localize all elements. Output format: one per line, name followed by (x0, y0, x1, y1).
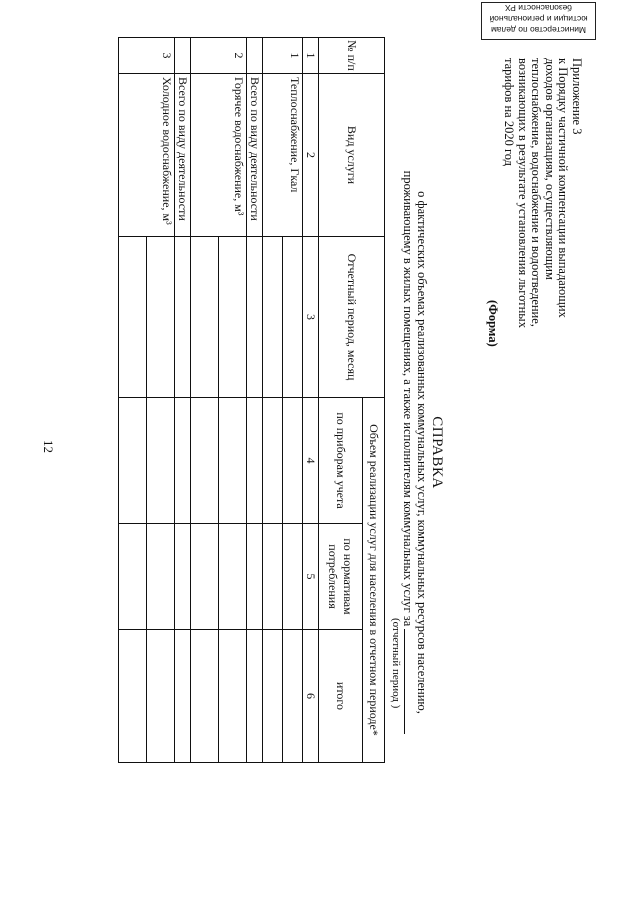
table-cell (147, 524, 175, 630)
col-number: 2 (303, 74, 319, 237)
table-cell (175, 524, 191, 630)
header-meter: по приборам учета (319, 398, 363, 524)
table-cell (219, 630, 247, 763)
header-service: Вид услуги (319, 74, 385, 237)
table-cell (247, 398, 263, 524)
header-period: Отчетный период, месяц (319, 237, 385, 398)
table-cell (147, 630, 175, 763)
row-num: 1 (263, 38, 303, 74)
table-cell (247, 38, 263, 74)
document-subtitle: о фактических объемах реализованных коммунальных услуг, коммунальных ресурсов населению, (415, 191, 429, 714)
header-total: итого (319, 630, 363, 763)
document-subtitle (400, 0, 416, 905)
row-service: Холодное водоснабжение, м³ (119, 74, 175, 237)
col-number: 6 (303, 630, 319, 763)
table-cell (283, 237, 303, 398)
table-cell (147, 237, 175, 398)
appendix-line: теплоснабжение, водоснабжение и водоотведение, (529, 58, 544, 327)
row-total-label: Всего по виду деятельности (247, 74, 263, 237)
table-cell (119, 398, 147, 524)
table-cell (119, 237, 147, 398)
header-volume: Объем реализации услуг для населения в отчетном периоде* (363, 398, 385, 763)
table-cell (175, 398, 191, 524)
header-norm: по нормативам потребления (319, 524, 363, 630)
table-cell (191, 524, 219, 630)
table-cell (283, 398, 303, 524)
table-cell (191, 237, 219, 398)
row-num: 3 (119, 38, 175, 74)
row-total-label: Всего по виду деятельности (175, 74, 191, 237)
report-table (118, 37, 385, 763)
table-cell (263, 630, 283, 763)
table-cell (175, 237, 191, 398)
table-cell (247, 237, 263, 398)
appendix-line: тарифов на 2020 год (502, 58, 517, 167)
subtitle-text: проживающему в жилых помещениях, а также исполнителям коммунальных услуг за (401, 170, 415, 627)
table-cell (283, 524, 303, 630)
col-number: 3 (303, 237, 319, 398)
table-cell (175, 38, 191, 74)
appendix-line: Приложение 3 (570, 58, 584, 135)
row-service: Горячее водоснабжение, м³ (191, 74, 247, 237)
table-cell (119, 524, 147, 630)
table-cell (175, 630, 191, 763)
table-cell (119, 630, 147, 763)
table-cell (247, 630, 263, 763)
appendix-line: доходов организациям, осуществляющим (543, 58, 557, 280)
appendix-block (502, 58, 583, 358)
stamp-line: Министерство по делам (490, 25, 587, 35)
row-num: 2 (191, 38, 247, 74)
header-num: № п/п (319, 38, 385, 74)
table-cell (191, 398, 219, 524)
table-cell (263, 237, 283, 398)
table-cell (147, 398, 175, 524)
period-caption: (отчетный период ) (390, 618, 402, 709)
table-cell (219, 237, 247, 398)
table-cell (219, 398, 247, 524)
period-blank (404, 629, 416, 734)
table-cell (191, 630, 219, 763)
form-label: (Форма) (486, 300, 500, 347)
stamp-line: безопасности РХ (504, 3, 573, 13)
document-title: СПРАВКА (429, 416, 445, 489)
table-cell (283, 630, 303, 763)
row-service: Теплоснабжение, Гкал (263, 74, 303, 237)
col-number: 1 (303, 38, 319, 74)
col-number: 5 (303, 524, 319, 630)
table-cell (263, 524, 283, 630)
stamp-line: юстиции и региональной (489, 14, 588, 24)
appendix-line: возникающих в результате установления льготных (516, 58, 530, 328)
page-number: 12 (41, 440, 56, 453)
table-cell (263, 398, 283, 524)
table-cell (219, 524, 247, 630)
appendix-line: к Порядку частичной компенсации выпадающих (556, 58, 571, 318)
table-cell (247, 524, 263, 630)
col-number: 4 (303, 398, 319, 524)
